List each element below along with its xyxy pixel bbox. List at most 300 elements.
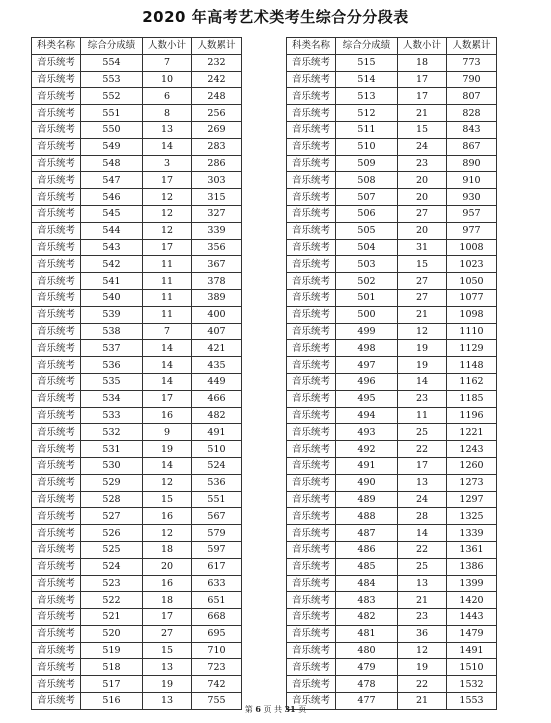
header-score: 综合分成绩 [81, 38, 143, 55]
cell-count: 21 [398, 105, 447, 122]
table-row [287, 172, 497, 189]
cell-cumulative: 1221 [447, 424, 497, 441]
cell-score: 488 [336, 508, 398, 525]
cell-count: 19 [398, 659, 447, 676]
cell-count: 18 [143, 592, 192, 609]
cell-category: 音乐统考 [287, 121, 336, 138]
cell-score: 547 [81, 172, 143, 189]
cell-count: 11 [143, 306, 192, 323]
table-row [32, 256, 242, 273]
cell-category: 音乐统考 [287, 609, 336, 626]
cell-cumulative: 1185 [447, 390, 497, 407]
cell-count: 20 [398, 172, 447, 189]
cell-cumulative: 1260 [447, 457, 497, 474]
cell-category: 音乐统考 [32, 105, 81, 122]
cell-score: 484 [336, 575, 398, 592]
cell-cumulative: 389 [192, 289, 242, 306]
cell-category: 音乐统考 [32, 491, 81, 508]
cell-count: 23 [398, 390, 447, 407]
cell-score: 529 [81, 474, 143, 491]
cell-cumulative: 400 [192, 306, 242, 323]
table-row [32, 491, 242, 508]
cell-category: 音乐统考 [287, 676, 336, 693]
cell-count: 17 [143, 390, 192, 407]
cell-cumulative: 1361 [447, 541, 497, 558]
cell-score: 520 [81, 625, 143, 642]
cell-count: 22 [398, 676, 447, 693]
cell-cumulative: 449 [192, 373, 242, 390]
table-row [287, 558, 497, 575]
cell-category: 音乐统考 [287, 357, 336, 374]
cell-count: 11 [143, 273, 192, 290]
cell-category: 音乐统考 [32, 138, 81, 155]
cell-cumulative: 1420 [447, 592, 497, 609]
cell-category: 音乐统考 [32, 625, 81, 642]
cell-count: 27 [398, 273, 447, 290]
cell-count: 20 [143, 558, 192, 575]
cell-count: 15 [398, 256, 447, 273]
cell-score: 531 [81, 441, 143, 458]
cell-score: 495 [336, 390, 398, 407]
cell-cumulative: 910 [447, 172, 497, 189]
cell-count: 14 [143, 357, 192, 374]
table-row [287, 323, 497, 340]
cell-count: 15 [143, 642, 192, 659]
cell-category: 音乐统考 [32, 457, 81, 474]
cell-score: 511 [336, 121, 398, 138]
cell-count: 25 [398, 424, 447, 441]
cell-category: 音乐统考 [32, 273, 81, 290]
table-row [287, 390, 497, 407]
cell-score: 505 [336, 222, 398, 239]
cell-score: 551 [81, 105, 143, 122]
cell-category: 音乐统考 [32, 239, 81, 256]
cell-count: 14 [143, 138, 192, 155]
table-row [32, 121, 242, 138]
cell-count: 9 [143, 424, 192, 441]
cell-count: 12 [143, 189, 192, 206]
cell-cumulative: 232 [192, 54, 242, 71]
cell-cumulative: 867 [447, 138, 497, 155]
cell-count: 16 [143, 407, 192, 424]
cell-count: 7 [143, 54, 192, 71]
cell-count: 15 [398, 121, 447, 138]
cell-score: 506 [336, 205, 398, 222]
cell-cumulative: 1443 [447, 609, 497, 626]
cell-score: 543 [81, 239, 143, 256]
table-row [32, 558, 242, 575]
cell-count: 24 [398, 138, 447, 155]
cell-count: 14 [143, 340, 192, 357]
table-row [287, 205, 497, 222]
table-row [287, 541, 497, 558]
cell-category: 音乐统考 [287, 189, 336, 206]
cell-cumulative: 269 [192, 121, 242, 138]
table-row [32, 541, 242, 558]
cell-count: 23 [398, 609, 447, 626]
cell-count: 17 [143, 239, 192, 256]
table-row [32, 239, 242, 256]
cell-count: 27 [398, 205, 447, 222]
cell-score: 518 [81, 659, 143, 676]
cell-score: 493 [336, 424, 398, 441]
cell-score: 549 [81, 138, 143, 155]
cell-score: 492 [336, 441, 398, 458]
cell-category: 音乐统考 [32, 121, 81, 138]
cell-score: 496 [336, 373, 398, 390]
cell-category: 音乐统考 [287, 424, 336, 441]
table-row [287, 54, 497, 71]
table-row [287, 155, 497, 172]
cell-category: 音乐统考 [287, 642, 336, 659]
page-footer [0, 704, 551, 715]
cell-score: 537 [81, 340, 143, 357]
cell-category: 音乐统考 [32, 508, 81, 525]
table-row [32, 609, 242, 626]
cell-cumulative: 567 [192, 508, 242, 525]
cell-cumulative: 1162 [447, 373, 497, 390]
cell-score: 527 [81, 508, 143, 525]
cell-score: 539 [81, 306, 143, 323]
table-row [32, 390, 242, 407]
table-row [32, 222, 242, 239]
cell-count: 21 [398, 693, 447, 710]
cell-category: 音乐统考 [32, 340, 81, 357]
cell-count: 16 [143, 508, 192, 525]
cell-count: 19 [143, 676, 192, 693]
table-row [32, 642, 242, 659]
cell-category: 音乐统考 [287, 289, 336, 306]
cell-score: 525 [81, 541, 143, 558]
cell-category: 音乐统考 [32, 357, 81, 374]
table-row [287, 474, 497, 491]
cell-score: 526 [81, 525, 143, 542]
table-row [287, 239, 497, 256]
cell-count: 21 [398, 306, 447, 323]
cell-cumulative: 303 [192, 172, 242, 189]
cell-count: 10 [143, 71, 192, 88]
cell-score: 521 [81, 609, 143, 626]
cell-score: 479 [336, 659, 398, 676]
cell-category: 音乐统考 [32, 575, 81, 592]
cell-count: 14 [398, 373, 447, 390]
cell-cumulative: 1339 [447, 525, 497, 542]
cell-category: 音乐统考 [287, 172, 336, 189]
cell-cumulative: 755 [192, 693, 242, 710]
cell-count: 17 [398, 71, 447, 88]
header-category: 科类名称 [287, 38, 336, 55]
cell-category: 音乐统考 [287, 222, 336, 239]
cell-cumulative: 742 [192, 676, 242, 693]
cell-score: 540 [81, 289, 143, 306]
cell-category: 音乐统考 [32, 54, 81, 71]
table-row [32, 71, 242, 88]
cell-cumulative: 1297 [447, 491, 497, 508]
cell-score: 554 [81, 54, 143, 71]
cell-score: 504 [336, 239, 398, 256]
cell-score: 494 [336, 407, 398, 424]
table-row [287, 407, 497, 424]
cell-score: 528 [81, 491, 143, 508]
cell-category: 音乐统考 [287, 508, 336, 525]
cell-cumulative: 1479 [447, 625, 497, 642]
cell-category: 音乐统考 [287, 625, 336, 642]
cell-cumulative: 1553 [447, 693, 497, 710]
cell-cumulative: 807 [447, 88, 497, 105]
cell-count: 18 [143, 541, 192, 558]
cell-count: 31 [398, 239, 447, 256]
cell-cumulative: 242 [192, 71, 242, 88]
table-row [287, 340, 497, 357]
table-row [287, 189, 497, 206]
cell-score: 535 [81, 373, 143, 390]
table-row [287, 424, 497, 441]
cell-cumulative: 524 [192, 457, 242, 474]
cell-count: 13 [143, 693, 192, 710]
table-row [287, 138, 497, 155]
table-row [287, 676, 497, 693]
cell-score: 482 [336, 609, 398, 626]
table-row [32, 625, 242, 642]
cell-category: 音乐统考 [32, 172, 81, 189]
cell-category: 音乐统考 [287, 491, 336, 508]
table-row [287, 457, 497, 474]
cell-cumulative: 930 [447, 189, 497, 206]
cell-count: 12 [143, 474, 192, 491]
cell-cumulative: 1386 [447, 558, 497, 575]
cell-count: 17 [143, 172, 192, 189]
table-row [287, 642, 497, 659]
page-title: 2020 年高考艺术类考生综合分分段表 [142, 8, 409, 26]
cell-count: 13 [398, 575, 447, 592]
cell-category: 音乐统考 [32, 558, 81, 575]
score-table-right [286, 37, 497, 710]
cell-cumulative: 890 [447, 155, 497, 172]
cell-count: 11 [143, 289, 192, 306]
cell-score: 550 [81, 121, 143, 138]
cell-count: 22 [398, 541, 447, 558]
table-row [32, 88, 242, 105]
cell-cumulative: 1196 [447, 407, 497, 424]
table-row [32, 424, 242, 441]
footer-total-pages: 31 [284, 704, 296, 714]
cell-cumulative: 1008 [447, 239, 497, 256]
cell-cumulative: 957 [447, 205, 497, 222]
table-row [32, 474, 242, 491]
cell-category: 音乐统考 [32, 189, 81, 206]
cell-count: 3 [143, 155, 192, 172]
table-row [287, 306, 497, 323]
table-row [32, 323, 242, 340]
cell-category: 音乐统考 [287, 525, 336, 542]
table-row [287, 525, 497, 542]
cell-score: 548 [81, 155, 143, 172]
cell-category: 音乐统考 [287, 273, 336, 290]
cell-count: 19 [398, 357, 447, 374]
cell-cumulative: 668 [192, 609, 242, 626]
cell-count: 17 [398, 457, 447, 474]
cell-score: 477 [336, 693, 398, 710]
cell-category: 音乐统考 [287, 155, 336, 172]
table-row [287, 625, 497, 642]
cell-cumulative: 773 [447, 54, 497, 71]
table-row [32, 306, 242, 323]
table-row [287, 105, 497, 122]
cell-score: 500 [336, 306, 398, 323]
table-row [32, 592, 242, 609]
cell-category: 音乐统考 [32, 642, 81, 659]
cell-category: 音乐统考 [287, 88, 336, 105]
cell-cumulative: 367 [192, 256, 242, 273]
table-row [32, 575, 242, 592]
footer-suffix: 页 [298, 705, 307, 714]
cell-count: 19 [398, 340, 447, 357]
cell-count: 12 [398, 642, 447, 659]
cell-score: 517 [81, 676, 143, 693]
table-row [32, 138, 242, 155]
cell-cumulative: 407 [192, 323, 242, 340]
cell-category: 音乐统考 [287, 541, 336, 558]
cell-count: 17 [398, 88, 447, 105]
cell-cumulative: 1023 [447, 256, 497, 273]
table-row [287, 256, 497, 273]
cell-category: 音乐统考 [287, 407, 336, 424]
cell-score: 499 [336, 323, 398, 340]
table-row [32, 289, 242, 306]
cell-cumulative: 435 [192, 357, 242, 374]
cell-score: 533 [81, 407, 143, 424]
cell-score: 519 [81, 642, 143, 659]
cell-count: 17 [143, 609, 192, 626]
cell-cumulative: 327 [192, 205, 242, 222]
table-row [287, 441, 497, 458]
cell-category: 音乐统考 [287, 693, 336, 710]
cell-category: 音乐统考 [32, 205, 81, 222]
cell-category: 音乐统考 [287, 256, 336, 273]
cell-score: 532 [81, 424, 143, 441]
cell-category: 音乐统考 [287, 239, 336, 256]
cell-category: 音乐统考 [32, 289, 81, 306]
table-row [287, 71, 497, 88]
cell-count: 6 [143, 88, 192, 105]
table-row [32, 508, 242, 525]
cell-cumulative: 1050 [447, 273, 497, 290]
cell-category: 音乐统考 [287, 390, 336, 407]
cell-category: 音乐统考 [32, 609, 81, 626]
cell-category: 音乐统考 [287, 373, 336, 390]
cell-category: 音乐统考 [287, 558, 336, 575]
cell-cumulative: 1148 [447, 357, 497, 374]
header-score: 综合分成绩 [336, 38, 398, 55]
cell-cumulative: 1532 [447, 676, 497, 693]
cell-score: 545 [81, 205, 143, 222]
cell-cumulative: 1510 [447, 659, 497, 676]
cell-cumulative: 1077 [447, 289, 497, 306]
cell-cumulative: 510 [192, 441, 242, 458]
table-row [32, 373, 242, 390]
cell-cumulative: 1243 [447, 441, 497, 458]
cell-count: 18 [398, 54, 447, 71]
cell-category: 音乐统考 [32, 693, 81, 710]
cell-score: 481 [336, 625, 398, 642]
table-row [32, 54, 242, 71]
cell-score: 538 [81, 323, 143, 340]
table-row [287, 88, 497, 105]
footer-page-number: 6 [255, 704, 261, 714]
cell-score: 483 [336, 592, 398, 609]
cell-category: 音乐统考 [32, 155, 81, 172]
cell-category: 音乐统考 [287, 575, 336, 592]
cell-category: 音乐统考 [287, 306, 336, 323]
cell-count: 21 [398, 592, 447, 609]
table-row [32, 357, 242, 374]
cell-score: 544 [81, 222, 143, 239]
header-cumulative: 人数累计 [192, 38, 242, 55]
cell-score: 513 [336, 88, 398, 105]
cell-count: 20 [398, 222, 447, 239]
table-row [32, 457, 242, 474]
cell-cumulative: 617 [192, 558, 242, 575]
cell-cumulative: 339 [192, 222, 242, 239]
cell-score: 553 [81, 71, 143, 88]
cell-score: 536 [81, 357, 143, 374]
cell-count: 7 [143, 323, 192, 340]
cell-score: 501 [336, 289, 398, 306]
cell-cumulative: 466 [192, 390, 242, 407]
cell-score: 512 [336, 105, 398, 122]
cell-score: 534 [81, 390, 143, 407]
cell-cumulative: 695 [192, 625, 242, 642]
cell-category: 音乐统考 [287, 659, 336, 676]
table-row [287, 121, 497, 138]
table-row [32, 105, 242, 122]
table-row [32, 340, 242, 357]
cell-score: 480 [336, 642, 398, 659]
table-row [287, 575, 497, 592]
table-row [32, 189, 242, 206]
cell-category: 音乐统考 [32, 525, 81, 542]
table-row [32, 205, 242, 222]
cell-cumulative: 597 [192, 541, 242, 558]
cell-count: 27 [398, 289, 447, 306]
cell-cumulative: 723 [192, 659, 242, 676]
cell-cumulative: 1491 [447, 642, 497, 659]
cell-cumulative: 536 [192, 474, 242, 491]
cell-score: 507 [336, 189, 398, 206]
table-row [287, 609, 497, 626]
table-row [287, 357, 497, 374]
cell-score: 523 [81, 575, 143, 592]
footer-prefix: 第 [244, 705, 253, 714]
cell-score: 542 [81, 256, 143, 273]
cell-cumulative: 256 [192, 105, 242, 122]
header-count: 人数小计 [143, 38, 192, 55]
cell-category: 音乐统考 [32, 71, 81, 88]
cell-category: 音乐统考 [32, 390, 81, 407]
table-row [287, 222, 497, 239]
table-row [32, 273, 242, 290]
cell-cumulative: 283 [192, 138, 242, 155]
cell-category: 音乐统考 [287, 323, 336, 340]
cell-count: 11 [143, 256, 192, 273]
cell-score: 489 [336, 491, 398, 508]
cell-score: 478 [336, 676, 398, 693]
cell-count: 19 [143, 441, 192, 458]
cell-category: 音乐统考 [32, 407, 81, 424]
table-row [32, 172, 242, 189]
cell-cumulative: 248 [192, 88, 242, 105]
cell-cumulative: 491 [192, 424, 242, 441]
